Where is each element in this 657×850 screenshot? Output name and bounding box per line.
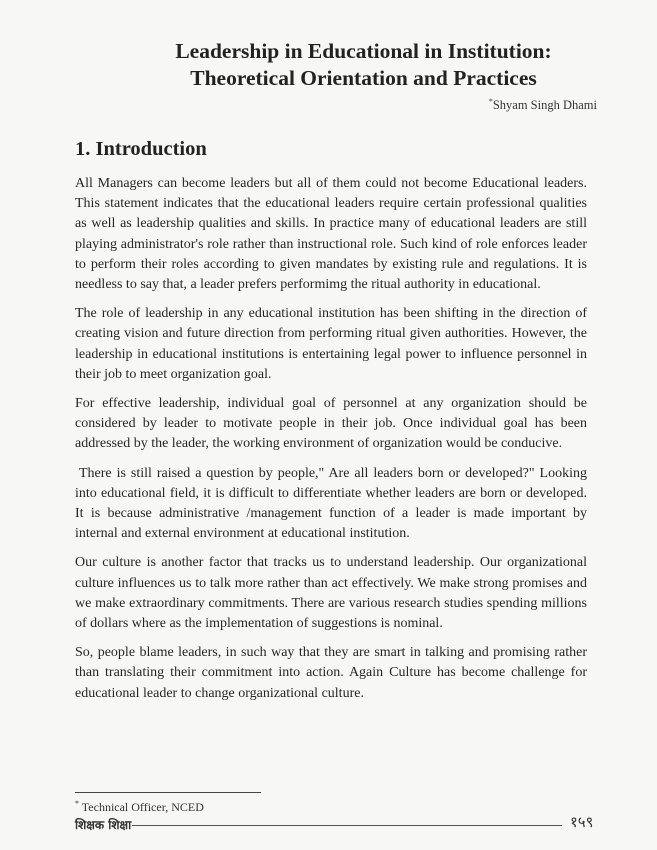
title-line-2: Theoretical Orientation and Practices	[190, 66, 537, 90]
section-body	[75, 174, 587, 713]
page-number: १५९	[570, 813, 594, 831]
footnote	[75, 799, 204, 815]
footnote-mark: *	[75, 799, 79, 808]
paragraph-4: There is still raised a question by people," Are all leaders born or developed?" Looking into educational field, it is difficult to differentiate whether leaders are born or developed. It is because administrative /management function of a leader is made important by internal and external environment at educational institution.	[75, 465, 587, 542]
author-name: Shyam Singh Dhami	[492, 98, 597, 113]
paragraph-6: So, people blame leaders, in such way that they are smart in talking and promising rather than translating their commitment into action. Again Culture has become challenge for educational leader to change organizational culture.	[75, 645, 587, 701]
paragraph-1: All Managers can become leaders but all of them could not become Educational leaders. This statement indicates that the educational leaders require certain professional qualities as well as leadership qualities and skills. In practice many of educational leaders are still playing administrator's role rather than instructional role. Such kind of role enforces leader to perform their roles according to given mandates by existing rule and regulations. It is needless to say that, a leader prefers performimg the ritual authority in educational.	[75, 176, 587, 293]
footer-divider	[132, 825, 562, 826]
paragraph-5: Our culture is another factor that tracks us to understand leadership. Our organizational culture influences us to talk more rather than act effectively. We make strong promises and we make extraordinary commitments. There are various research studies spending millions of dollars where as the implementation of suggestions is nominal.	[75, 555, 587, 632]
paragraph-2: The role of leadership in any educational institution has been shifting in the direction of creating vision and future direction from performing ritual given authorities. However, the leadership in educational institutions is entertaining legal power to influence personnel in their job to meet organization goal.	[75, 306, 587, 382]
author-footnote-mark: *	[488, 97, 493, 106]
author-byline	[489, 97, 597, 113]
section-heading: 1. Introduction	[75, 138, 207, 160]
journal-name: शिक्षक शिक्षा	[75, 818, 132, 832]
paragraph-3: For effective leadership, individual goal of personnel at any organization should be considered by leader to motivate people in their job. Once individual goal has been addressed by the leader, the working environment of organization would be conducive.	[75, 396, 587, 452]
title-line-1: Leadership in Educational in Institution:	[175, 39, 552, 63]
footnote-text: Technical Officer, NCED	[81, 800, 204, 814]
paper-title	[0, 38, 657, 92]
footnote-divider	[75, 792, 261, 793]
